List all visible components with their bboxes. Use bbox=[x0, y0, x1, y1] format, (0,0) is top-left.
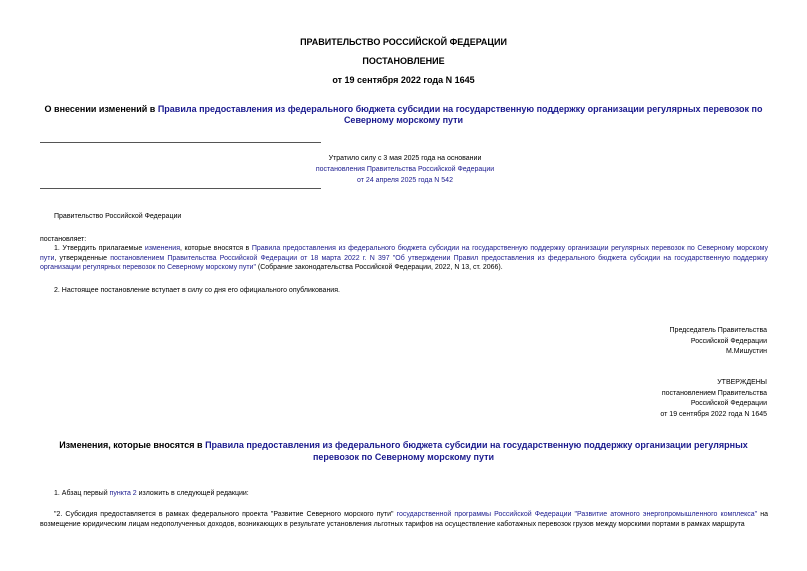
state-program-link[interactable]: государственной программы Российской Федерации "Развитие атомного энергопромышленного комплекса" bbox=[396, 511, 758, 518]
signature-line2: Российской Федерации bbox=[690, 337, 767, 345]
change-item-2 bbox=[40, 510, 768, 529]
signature-line1: Председатель Правительства bbox=[669, 327, 767, 334]
approved-line1: УТВЕРЖДЕНЫ bbox=[717, 379, 767, 386]
approved-line4: от 19 сентября 2022 года N 1645 bbox=[660, 410, 767, 418]
decree-word: постановляет: bbox=[40, 236, 87, 243]
doc-date-heading: от 19 сентября 2022 года N 1645 bbox=[332, 75, 475, 85]
status-note-decree-link[interactable]: постановления Правительства Российской Федерации bbox=[315, 166, 495, 173]
item1-text-b: изложить в следующей редакции: bbox=[136, 490, 249, 497]
document-title bbox=[40, 104, 767, 126]
p1-text-b: , которые вносятся в bbox=[179, 245, 252, 252]
changes-heading-rules-link[interactable]: Правила предоставления из федерального бюджета субсидии на государственную поддержку организации регулярных перевозок по Северному морскому пути bbox=[205, 440, 748, 462]
government-heading: ПРАВИТЕЛЬСТВО РОССИЙСКОЙ ФЕДЕРАЦИИ bbox=[300, 37, 507, 47]
status-rule-bottom bbox=[40, 188, 321, 189]
item1-text-a: 1. Абзац первый bbox=[54, 490, 110, 497]
status-note-date-link[interactable]: от 24 апреля 2025 года N 542 bbox=[357, 177, 453, 184]
intro-text: Правительство Российской Федерации bbox=[54, 213, 182, 220]
p1-text-d: (Собрание законодательства Российской Федерации, 2022, N 13, ст. 2066). bbox=[255, 264, 503, 271]
status-note-line1: Утратило силу с 3 мая 2025 года на основании bbox=[328, 155, 482, 162]
decree-397-link[interactable]: постановлением Правительства Российской Федерации от 18 марта 2022 г. N 397 "Об утверждении Правил предоставления из федерального бюджета субсидии на государственную поддержку организации регулярных перевозок по Северному морскому пути" bbox=[40, 254, 768, 271]
paragraph-1 bbox=[40, 244, 768, 273]
p1-text-a: 1. Утвердить прилагаемые bbox=[54, 245, 145, 252]
title-prefix: О внесении изменений в bbox=[44, 104, 158, 114]
changes-link[interactable]: изменения bbox=[144, 245, 180, 252]
rules-link[interactable]: Правила предоставления из федерального бюджета субсидии на государственную поддержку организации регулярных перевозок по Северному морскому пути bbox=[40, 245, 768, 262]
point-2-link[interactable]: пункта 2 bbox=[109, 490, 137, 497]
item2-text-a: "2. Субсидия предоставляется в рамках федерального проекта "Развитие Северного морского пути" bbox=[54, 511, 397, 518]
doc-type-heading: ПОСТАНОВЛЕНИЕ bbox=[362, 56, 445, 66]
signature-line3: М.Мишустин bbox=[725, 348, 767, 355]
title-rules-link[interactable]: Правила предоставления из федерального бюджета субсидии на государственную поддержку организации регулярных перевозок по Северному морскому пути bbox=[157, 104, 763, 125]
signature-block bbox=[670, 326, 767, 358]
approved-block bbox=[660, 378, 767, 420]
paragraph-2: 2. Настоящее постановление вступает в силу со дня его официального опубликования. bbox=[54, 287, 340, 294]
changes-heading bbox=[40, 439, 767, 463]
p1-text-c: , утвержденные bbox=[54, 254, 111, 262]
status-note bbox=[200, 153, 610, 186]
approved-line2: постановлением Правительства bbox=[661, 389, 767, 397]
change-item-1 bbox=[40, 489, 768, 499]
approved-line3: Российской Федерации bbox=[690, 400, 767, 407]
item2-text-b: на возмещение юридическим лицам недополученных доходов, возникающих в результате установления льготных тарифов на осуществление каботажных перевозок грузов между морскими портами в рамках маршрута bbox=[40, 511, 768, 528]
changes-heading-prefix: Изменения, которые вносятся в bbox=[59, 440, 206, 450]
status-rule-top bbox=[40, 142, 321, 143]
